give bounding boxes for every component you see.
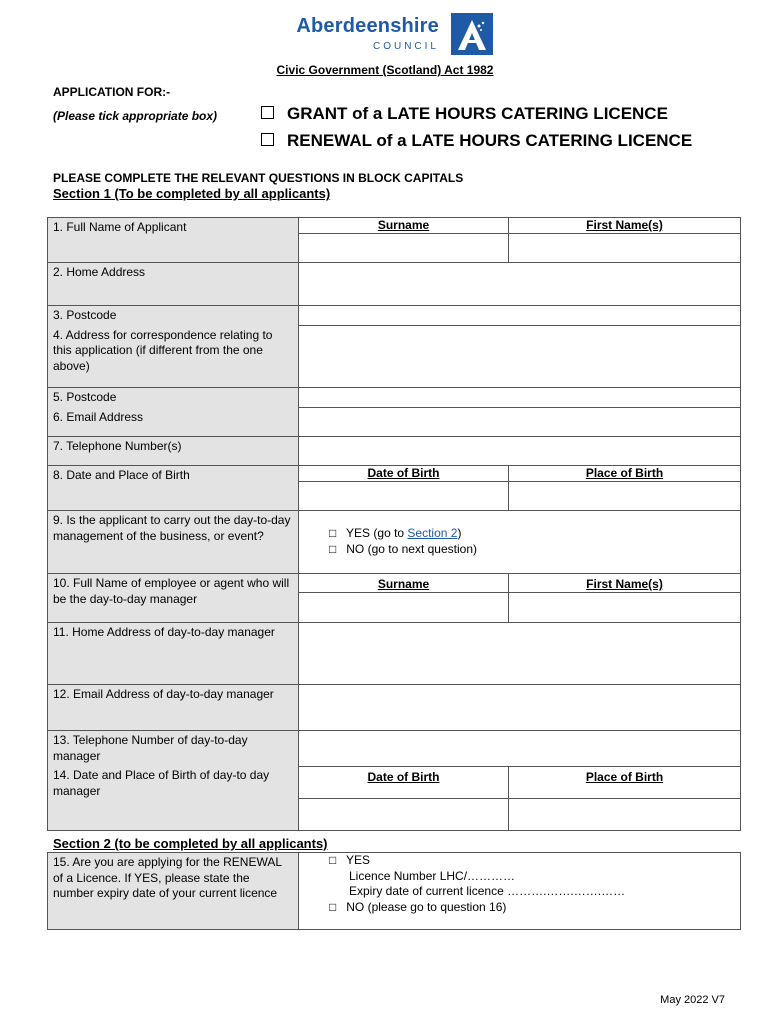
q8-label: 8. Date and Place of Birth: [48, 466, 299, 511]
section1-title: Section 1 (To be completed by all applicants): [53, 186, 331, 201]
section1-table: [47, 217, 741, 831]
manager-pob-header: Place of Birth: [509, 766, 741, 798]
org-sub: COUNCIL: [372, 41, 439, 52]
first-names-header: First Name(s): [509, 218, 741, 234]
q7-label: 7. Telephone Number(s): [48, 437, 299, 466]
council-logo-text: [279, 15, 439, 54]
version-footer: May 2022 V7: [660, 994, 725, 1006]
renewal-checkbox[interactable]: [261, 133, 274, 146]
section2-table: [47, 852, 741, 930]
manager-address-field[interactable]: [299, 623, 741, 685]
email-address-field[interactable]: [299, 408, 741, 437]
applicant-surname-field[interactable]: [299, 234, 509, 263]
q9-yes-option[interactable]: □ YES (go to Section 2): [329, 526, 462, 540]
q9-answer: [299, 511, 741, 574]
manager-first-names-header: First Name(s): [509, 574, 741, 593]
manager-dob-field[interactable]: [299, 798, 509, 830]
place-of-birth-header: Place of Birth: [509, 466, 741, 482]
manager-email-field[interactable]: [299, 685, 741, 731]
applicant-first-names-field[interactable]: [509, 234, 741, 263]
act-title: Civic Government (Scotland) Act 1982: [276, 63, 494, 77]
correspondence-address-field[interactable]: [299, 326, 741, 388]
q15-yes-option[interactable]: □ YES: [329, 853, 371, 867]
home-address-field[interactable]: [299, 263, 741, 306]
q9-no-option[interactable]: □ NO (go to next question): [329, 541, 477, 556]
q13-label: 13. Telephone Number of day-to-day manager: [48, 731, 299, 767]
q6-label: 6. Email Address: [48, 408, 299, 437]
date-of-birth-header: Date of Birth: [299, 466, 509, 482]
tick-instruction: (Please tick appropriate box): [53, 109, 218, 123]
correspondence-postcode-field[interactable]: [299, 388, 741, 408]
expiry-date-field[interactable]: Expiry date of current licence ……….…….…….……: [349, 884, 626, 898]
application-for-label: APPLICATION FOR:-: [53, 85, 171, 99]
q15-no-checkbox-icon[interactable]: □: [329, 899, 337, 914]
q10-label: 10. Full Name of employee or agent who will be the day-to-day manager: [48, 574, 299, 623]
no-checkbox-icon[interactable]: □: [329, 541, 337, 556]
q1-label: 1. Full Name of Applicant: [48, 218, 299, 263]
q15-no-option[interactable]: □ NO (please go to question 16): [329, 899, 507, 914]
q11-label: 11. Home Address of day-to-day manager: [48, 623, 299, 685]
q15-answer: [299, 853, 741, 930]
section2-link[interactable]: Section 2: [407, 526, 458, 540]
manager-first-names-field[interactable]: [509, 593, 741, 623]
yes-checkbox-icon[interactable]: □: [329, 526, 337, 540]
applicant-pob-field[interactable]: [509, 482, 741, 511]
renewal-option-label: RENEWAL of a LATE HOURS CATERING LICENCE: [287, 131, 693, 150]
manager-pob-field[interactable]: [509, 798, 741, 830]
manager-surname-header: Surname: [299, 574, 509, 593]
q12-label: 12. Email Address of day-to-day manager: [48, 685, 299, 731]
licence-number-field[interactable]: Licence Number LHC/…………: [349, 868, 516, 883]
manager-dob-header: Date of Birth: [299, 766, 509, 798]
postcode-field[interactable]: [299, 306, 741, 326]
q14-label: 14. Date and Place of Birth of day-to day manager: [48, 766, 299, 830]
q15-label: 15. Are you are applying for the RENEWAL of a Licence. If YES, please state the number expiry date of your current licence: [48, 853, 299, 930]
block-capitals-instruction: PLEASE COMPLETE THE RELEVANT QUESTIONS IN BLOCK CAPITALS: [53, 171, 464, 185]
q15-yes-checkbox-icon[interactable]: □: [329, 853, 337, 867]
surname-header: Surname: [299, 218, 509, 234]
grant-option-label: GRANT of a LATE HOURS CATERING LICENCE: [287, 104, 668, 123]
q5-label: 5. Postcode: [48, 388, 299, 408]
applicant-dob-field[interactable]: [299, 482, 509, 511]
manager-telephone-field[interactable]: [299, 731, 741, 767]
council-logo-icon: [451, 13, 493, 55]
section2-title: Section 2 (to be completed by all applicants): [53, 836, 328, 851]
q9-label: 9. Is the applicant to carry out the day-to-day management of the business, or event?: [48, 511, 299, 574]
manager-surname-field[interactable]: [299, 593, 509, 623]
org-name: Aberdeenshire: [296, 15, 439, 37]
q3-label: 3. Postcode: [48, 306, 299, 326]
q4-label: 4. Address for correspondence relating to this application (if different from the one above): [48, 326, 299, 388]
grant-checkbox[interactable]: [261, 106, 274, 119]
q2-label: 2. Home Address: [48, 263, 299, 306]
telephone-field[interactable]: [299, 437, 741, 466]
